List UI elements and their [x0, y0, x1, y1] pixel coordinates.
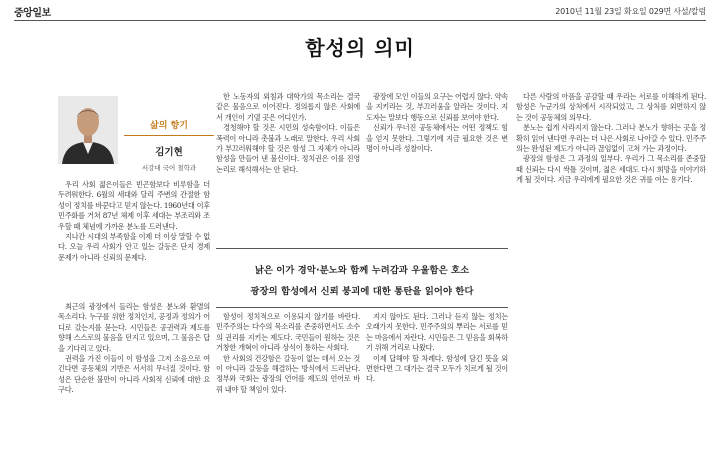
paragraph: 분노는 쉽게 사라지지 않는다. 그러나 분노가 향하는 곳을 정확히 읽어 낸다면 우리는 더 나은 사회로 나아갈 수 있다. 민주주의는 완성된 제도가 아니라 끊임없이 고쳐 가는 과정이다. [516, 123, 706, 154]
paragraph: 지지 않아도 된다. 그러나 듣지 않는 정치는 오래가지 못한다. 민주주의의 뿌리는 서로를 믿는 마음에서 자란다. 시민들은 그 믿음을 회복하기 위해 거리로 나왔다. [366, 312, 508, 353]
paragraph: 광장의 함성은 그 과정의 일부다. 우리가 그 목소리를 존중할 때 신뢰는 다시 싹틀 것이며, 젊은 세대도 다시 희망을 이야기하게 될 것이다. 지금 우리에게 필요한 것은 귀를 여는 용기다. [516, 154, 706, 185]
column-1-bottom [58, 302, 210, 454]
paragraph: 다른 사람의 아픔을 공감할 때 우리는 서로를 이해하게 된다. 함성은 누군가의 상처에서 시작되었고, 그 상처를 외면하지 않는 것이 공동체의 의무다. [516, 92, 706, 122]
paragraph: 신뢰가 무너진 공동체에서는 어떤 정책도 힘을 얻지 못한다. 그렇기에 지금 필요한 것은 변명이 아니라 성찰이다. [366, 123, 508, 154]
column-3-top [366, 92, 508, 242]
paragraph: 지나간 시대의 부족함을 이제 더 이상 말할 수 없다. 오늘 우리 사회가 안고 있는 갈등은 단지 경제 문제가 아니라 신뢰의 문제다. [58, 232, 210, 262]
column-info [124, 118, 214, 172]
column-1-top [58, 180, 210, 298]
paragraph: 함성이 정치적으로 이용되지 않기를 바란다. 민주주의는 다수의 목소리를 존중하면서도 소수의 권리를 지키는 제도다. 국민들이 원하는 것은 거창한 개혁이 아니라 상식이 통하는 사회다. [216, 312, 360, 353]
paragraph: 한 사회의 건강함은 갈등이 없는 데서 오는 것이 아니라 갈등을 해결하는 방식에서 드러난다. 정부와 국회는 광장의 언어를 제도의 언어로 바꿔 내야 할 책임이 있다. [216, 353, 360, 394]
paragraph: 이제 답해야 할 차례다. 함성에 담긴 뜻을 외면한다면 그 대가는 결국 모두가 치르게 될 것이다. [366, 353, 508, 384]
paragraph: 한 노동자의 외침과 대학가의 목소리는 결국 같은 물음으로 이어진다. 정의롭지 않은 사회에서 개인이 기댈 곳은 어디인가. [216, 92, 360, 122]
column-name: 삶의 향기 [150, 121, 188, 131]
author-title: 서강대 국어 철학과 [141, 164, 197, 172]
author-name: 김기현 [155, 147, 183, 158]
article-title: 함성의 의미 [305, 36, 415, 60]
column-3-bottom [366, 312, 508, 454]
paragraph: 최근의 광장에서 들리는 함성은 분노와 환멸의 목소리다. 누구를 위한 정치인지, 공정과 정의가 어디로 갔는지를 묻는다. 시민들은 공권력과 제도를 향해 스스로의 물음을 던지고 있으며, 그 물음은 답을 기다리고 있다. [58, 302, 210, 353]
paragraph: 우리 사회 젊은이들은 빈곤함보다 비루함을 더 두려워한다. 6월의 세대와 달리 주변의 간절한 함성이 정치를 바꾼다고 믿지 않는다. 1960년대 이후 민주화를 거쳐 87년 체제 이후 세대는 부조리와 조우할 때 체념에 가까운 분노를 드러낸다. [58, 180, 210, 231]
dateline: 2010년 11월 23일 화요일 029면 사설/칼럼 [555, 7, 706, 16]
column-divider [124, 135, 214, 136]
author-photo [58, 96, 118, 164]
pull-quote-line-2: 광장의 함성에서 신뢰 붕괴에 대한 통탄을 읽어야 한다 [250, 286, 474, 297]
newspaper-masthead: 중앙일보 [14, 8, 51, 19]
paragraph: 경청해야 할 것은 시민의 성숙함이다. 이들은 폭력이 아니라 촛불과 노래로 말한다. 우리 사회가 부끄러워해야 할 것은 함성 그 자체가 아니라 함성을 만들어 낸 불신이다. 정치권은 이를 진영 논리로 해석해서는 안 된다. [216, 123, 360, 174]
column-2-top [216, 92, 360, 242]
paragraph: 광장에 모인 이들의 요구는 어렵지 않다. 약속을 지키라는 것, 부끄러움을 알라는 것이다. 지도자는 말보다 행동으로 신뢰를 보여야 한다. [366, 92, 508, 122]
column-2-bottom [216, 312, 360, 454]
pull-quote [216, 248, 508, 308]
top-rule [14, 20, 706, 21]
pull-quote-line-1: 낡은 이가 경악·분노와 함께 누려감과 우울함은 호소 [254, 265, 470, 276]
paragraph: 권력을 가진 이들이 이 함성을 그저 소음으로 여긴다면 공동체의 기반은 서서히 무너질 것이다. 함성은 단순한 불만이 아니라 사회적 신뢰에 대한 요구다. [58, 354, 210, 395]
column-4 [516, 92, 706, 454]
